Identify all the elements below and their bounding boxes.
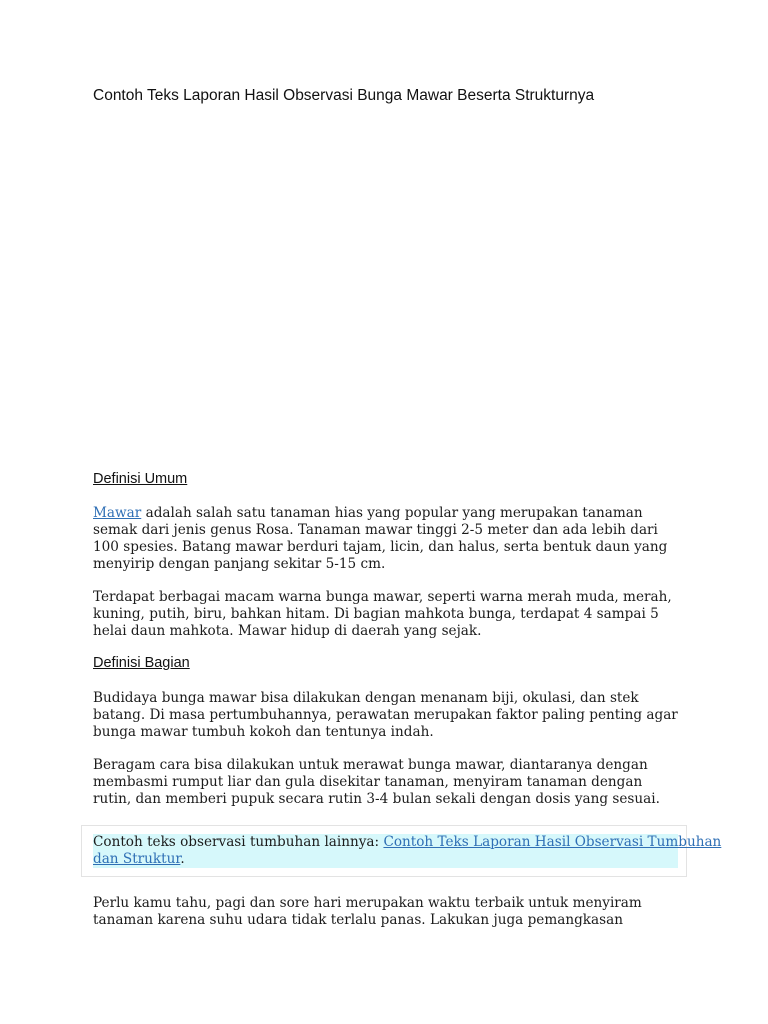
paragraph-line: Terdapat berbagai macam warna bunga mawar, seperti warna merah muda, merah,: [93, 589, 672, 605]
related-article-callout: [81, 825, 722, 877]
callout-prefix: Contoh teks observasi tumbuhan lainnya:: [93, 834, 384, 850]
paragraph-line: helai daun mahkota. Mawar hidup di daerah yang sejak.: [93, 623, 482, 639]
paragraph-line: Budidaya bunga mawar bisa dilakukan dengan menanam biji, okulasi, dan stek: [93, 690, 639, 706]
related-article-link-continued[interactable]: dan Struktur: [93, 850, 181, 867]
paragraph-line: 100 spesies. Batang mawar berduri tajam, licin, dan halus, serta bentuk daun yang: [93, 539, 668, 555]
related-article-link[interactable]: Contoh Teks Laporan Hasil Observasi Tumbuhan: [383, 834, 722, 850]
section-heading-definisi-bagian: Definisi Bagian: [93, 655, 190, 671]
callout-line: [93, 834, 721, 851]
paragraph-penyiraman: [93, 895, 683, 929]
paragraph-perawatan: [93, 757, 683, 808]
paragraph-line: Beragam cara bisa dilakukan untuk merawat bunga mawar, diantaranya dengan: [93, 757, 648, 773]
paragraph-line: tanaman karena suhu udara tidak terlalu panas. Lakukan juga pemangkasan: [93, 912, 623, 928]
page-title: Contoh Teks Laporan Hasil Observasi Bunga Mawar Beserta Strukturnya: [93, 87, 595, 104]
paragraph-line: menyirip dengan panjang sekitar 5-15 cm.: [93, 556, 386, 572]
section-heading-definisi-umum: Definisi Umum: [93, 471, 188, 487]
paragraph-mawar-definition: [93, 505, 683, 573]
paragraph-line: bunga mawar tumbuh kokoh dan tentunya indah.: [93, 724, 434, 740]
paragraph-line: kuning, putih, biru, bahkan hitam. Di bagian mahkota bunga, terdapat 4 sampai 5: [93, 606, 659, 622]
paragraph-budidaya: [93, 690, 683, 741]
callout-line: [93, 851, 721, 868]
paragraph-mawar-colors: [93, 589, 683, 640]
paragraph-line-text: adalah salah satu tanaman hias yang popular yang merupakan tanaman: [141, 505, 643, 521]
paragraph-line: semak dari jenis genus Rosa. Tanaman mawar tinggi 2-5 meter dan ada lebih dari: [93, 522, 658, 538]
paragraph-line: Perlu kamu tahu, pagi dan sore hari merupakan waktu terbaik untuk menyiram: [93, 895, 642, 911]
paragraph-line: membasmi rumput liar dan gula disekitar tanaman, menyiram tanaman dengan: [93, 774, 643, 790]
paragraph-line: batang. Di masa pertumbuhannya, perawatan merupakan faktor paling penting agar: [93, 707, 678, 723]
callout-text: [93, 834, 721, 867]
paragraph-line: rutin, dan memberi pupuk secara rutin 3-4 bulan sekali dengan dosis yang sesuai.: [93, 791, 660, 807]
paragraph-line: [93, 505, 683, 522]
callout-suffix: .: [180, 850, 185, 867]
mawar-link[interactable]: Mawar: [93, 505, 142, 521]
